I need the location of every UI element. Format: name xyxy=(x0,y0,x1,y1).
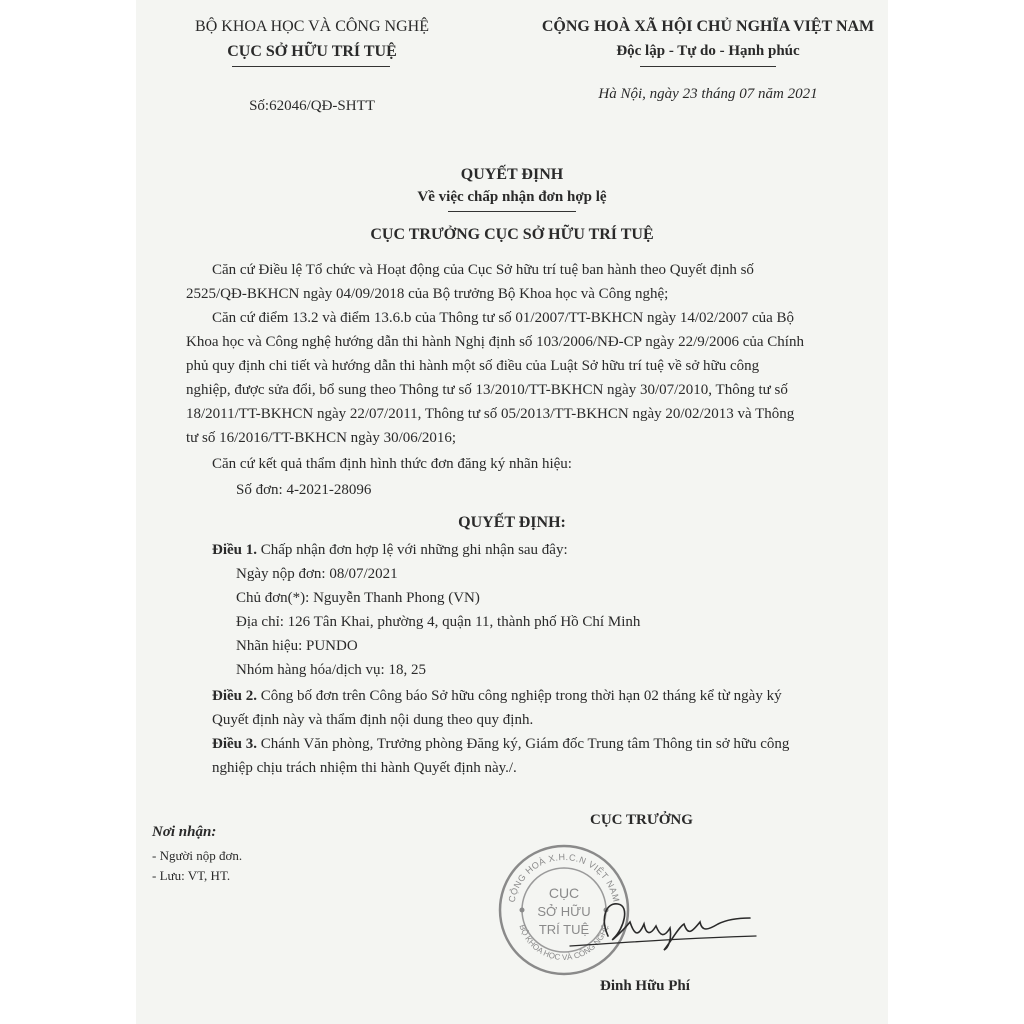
article-2-text: Công bố đơn trên Công báo Sở hữu công nghiệp trong thời hạn 02 tháng kể từ ngày ký xyxy=(257,688,782,704)
preamble-line: nghiệp, được sửa đổi, bổ sung theo Thông tư số 13/2010/TT-BKHCN ngày 30/07/2010, Thông tư số xyxy=(186,382,788,398)
office-underline xyxy=(232,66,390,67)
application-number: Số đơn: 4-2021-28096 xyxy=(236,482,372,498)
signature-underline-stroke xyxy=(570,936,756,946)
document-subject: Về việc chấp nhận đơn hợp lệ xyxy=(417,189,607,205)
article-1-text: Chấp nhận đơn hợp lệ với những ghi nhận sau đây: xyxy=(257,542,568,558)
seal-center-line: SỞ HỮU xyxy=(537,904,591,919)
place-date: Hà Nội, ngày 23 tháng 07 năm 2021 xyxy=(598,86,818,102)
article-2-line: Quyết định này và thẩm định nội dung theo quy định. xyxy=(212,712,534,728)
document-number: Số:62046/QĐ-SHTT xyxy=(249,98,375,114)
article-3-label: Điều 3. xyxy=(212,736,257,752)
preamble-line: Khoa học và Công nghệ hướng dẫn thi hành Nghị định số 103/2006/NĐ-CP ngày 22/9/2006 của Chính xyxy=(186,334,804,350)
recipients-title: Nơi nhận: xyxy=(152,824,217,840)
recipient-item: - Lưu: VT, HT. xyxy=(152,868,231,883)
document-title: QUYẾT ĐỊNH xyxy=(460,166,564,183)
preamble-line: phủ quy định chi tiết và hướng dẫn thi hành một số điều của Luật Sở hữu trí tuệ về sở hữu công xyxy=(186,358,760,374)
ministry-name: BỘ KHOA HỌC VÀ CÔNG NGHỆ xyxy=(195,18,429,35)
motto-underline xyxy=(640,66,776,67)
handwritten-signature xyxy=(560,888,780,958)
preamble-line: 18/2011/TT-BKHCN ngày 22/07/2011, Thông tư số 05/2013/TT-BKHCN ngày 20/02/2013 và Thông xyxy=(186,406,795,422)
subject-underline xyxy=(448,211,576,212)
article-1-label: Điều 1. xyxy=(212,542,257,558)
signature-stroke xyxy=(604,904,750,950)
seal-ring-top: CỘNG HOÀ X.H.C.N VIỆT NAM xyxy=(506,851,622,904)
trademark: Nhãn hiệu: PUNDO xyxy=(236,638,358,654)
issuing-authority: CỤC TRƯỞNG CỤC SỞ HỮU TRÍ TUỆ xyxy=(370,226,654,243)
signer-name: Đinh Hữu Phí xyxy=(600,978,690,994)
preamble-line: Căn cứ điểm 13.2 và điểm 13.6.b của Thông tư số 01/2007/TT-BKHCN ngày 14/02/2007 của Bộ xyxy=(212,310,795,326)
article-3-text: Chánh Văn phòng, Trưởng phòng Đăng ký, Giám đốc Trung tâm Thông tin sở hữu công xyxy=(257,736,790,752)
filing-date: Ngày nộp đơn: 08/07/2021 xyxy=(236,566,398,582)
goods-classes: Nhóm hàng hóa/dịch vụ: 18, 25 xyxy=(236,662,426,678)
decision-heading: QUYẾT ĐỊNH: xyxy=(458,514,566,531)
applicant: Chủ đơn(*): Nguyễn Thanh Phong (VN) xyxy=(236,590,480,606)
seal-star-left xyxy=(520,908,525,913)
national-motto: Độc lập - Tự do - Hạnh phúc xyxy=(616,43,800,59)
preamble-line: Căn cứ Điều lệ Tổ chức và Hoạt động của Cục Sở hữu trí tuệ ban hành theo Quyết định số xyxy=(212,262,754,278)
republic-title: CỘNG HOÀ XÃ HỘI CHỦ NGHĨA VIỆT NAM xyxy=(541,18,875,35)
article-2-label: Điều 2. xyxy=(212,688,257,704)
article-2 xyxy=(212,688,782,705)
recipient-item: - Người nộp đơn. xyxy=(152,848,243,863)
article-3 xyxy=(212,736,789,753)
seal-ring-bottom: BỘ KHOA HỌC VÀ CÔNG NGHỆ xyxy=(517,923,611,963)
signer-position: CỤC TRƯỞNG xyxy=(590,812,693,828)
seal-center-line: TRÍ TUỆ xyxy=(538,922,590,937)
article-3-line: nghiệp chịu trách nhiệm thi hành Quyết định này./. xyxy=(212,760,517,776)
preamble-line: tư số 16/2016/TT-BKHCN ngày 30/06/2016; xyxy=(186,430,457,446)
seal-center-line: CỤC xyxy=(548,885,580,901)
preamble-line: 2525/QĐ-BKHCN ngày 04/09/2018 của Bộ trưởng Bộ Khoa học và Công nghệ; xyxy=(186,286,669,302)
preamble-line: Căn cứ kết quả thẩm định hình thức đơn đăng ký nhãn hiệu: xyxy=(212,456,572,472)
applicant-address: Địa chỉ: 126 Tân Khai, phường 4, quận 11, thành phố Hồ Chí Minh xyxy=(236,614,641,630)
article-1 xyxy=(212,542,568,559)
office-name: CỤC SỞ HỮU TRÍ TUỆ xyxy=(227,43,397,60)
